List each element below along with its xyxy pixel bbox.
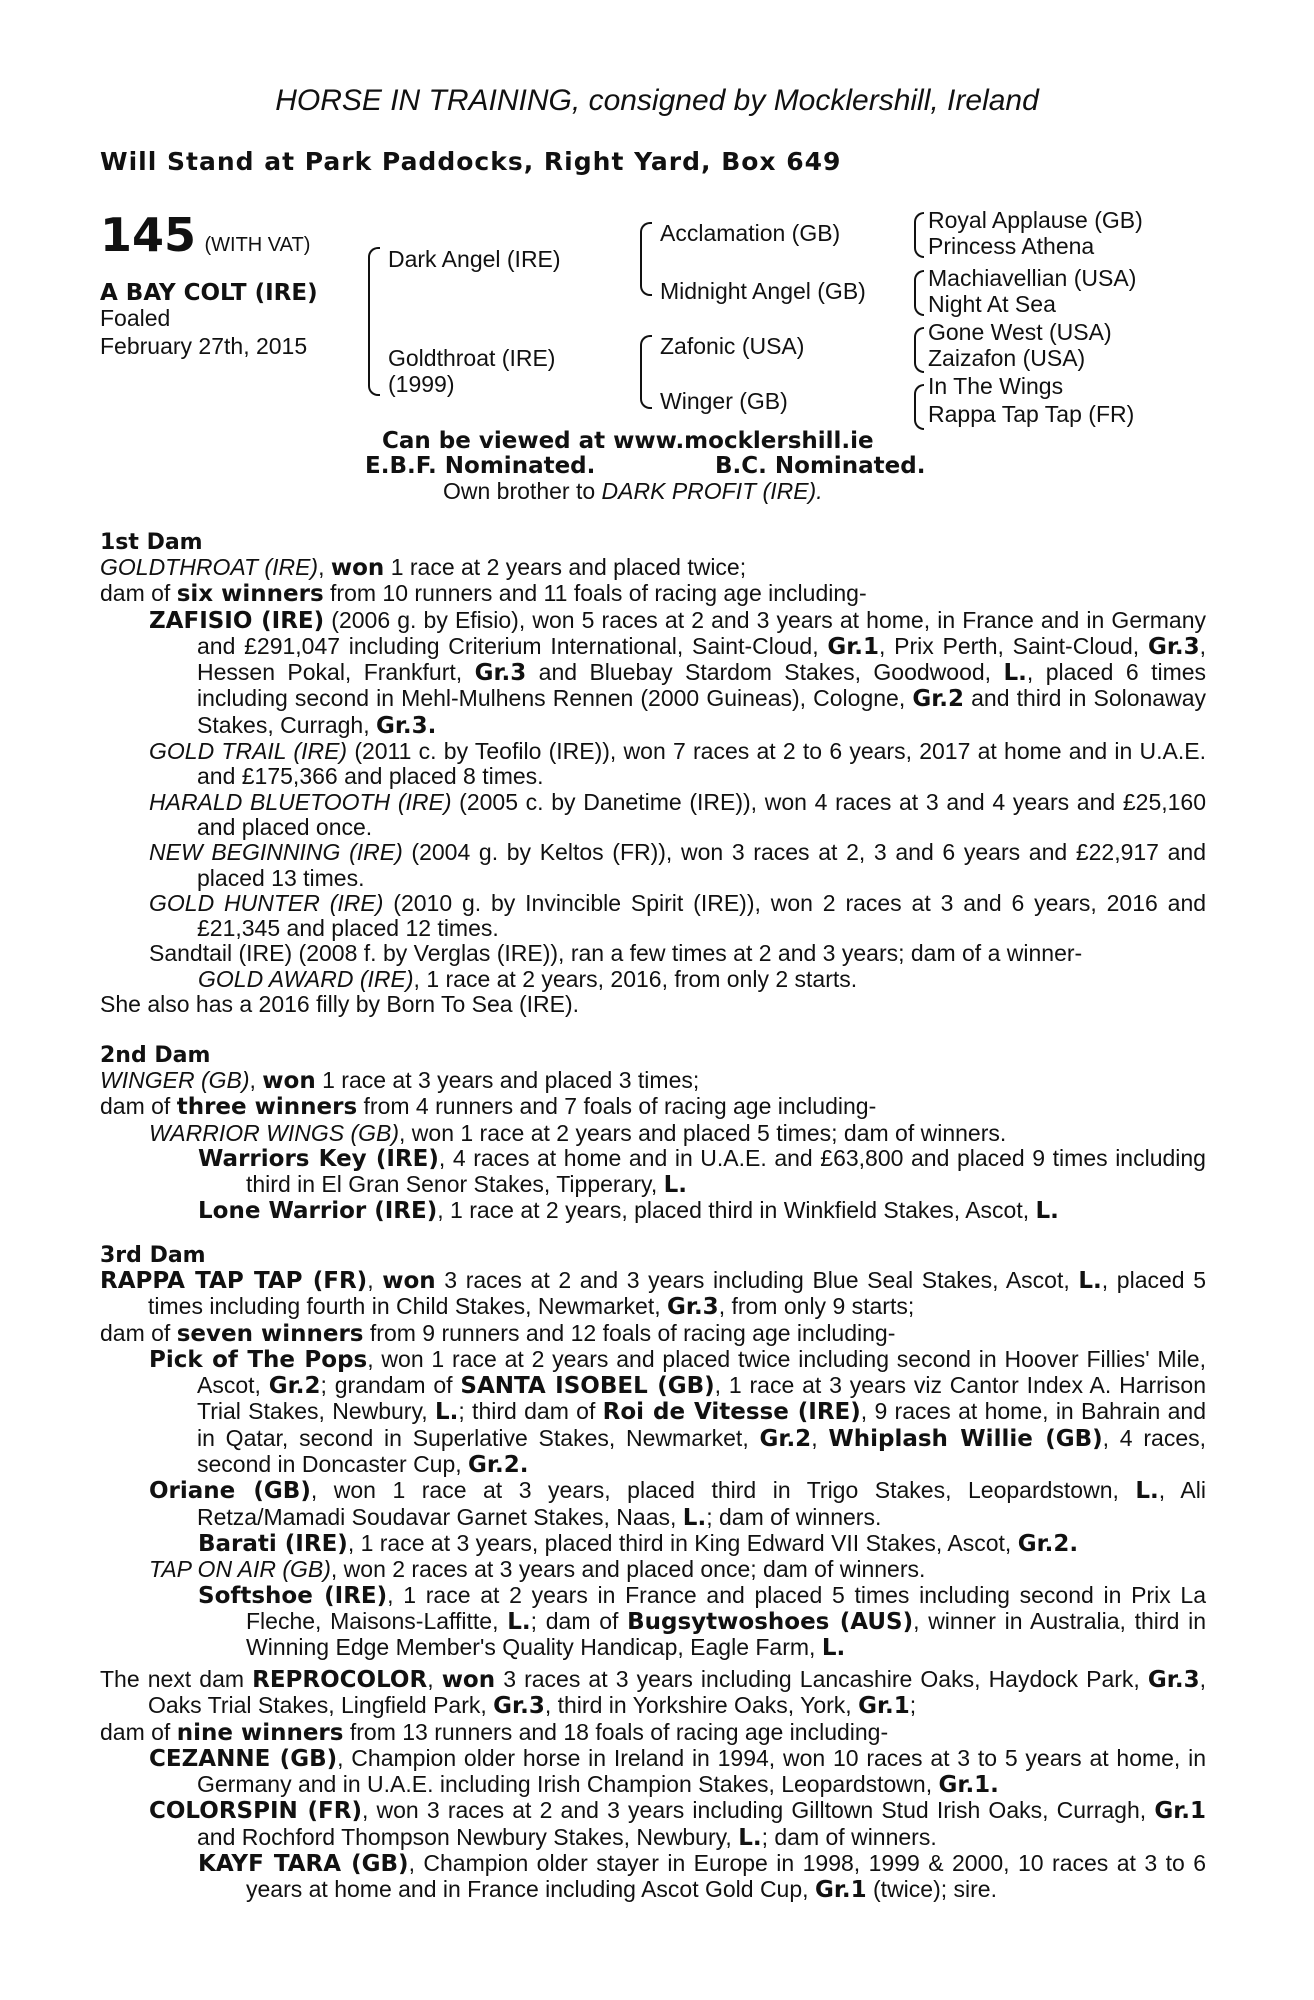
progeny-name: CEZANNE (GB) [149,1745,338,1772]
progeny-tap-on-air [100,1557,1206,1582]
grade-label: Gr.2. [468,1452,529,1479]
progeny-name: SANTA ISOBEL (GB) [460,1373,715,1400]
progeny-harald [100,790,1206,841]
filly-note: She also has a 2016 filly by Born To Sea (IRE). [100,991,580,1018]
progeny-gold-hunter [100,891,1206,942]
pedigree-bracket-main [368,247,380,396]
progeny-text: , won 1 race at 2 years and placed 5 times; dam of winners. [399,1119,1007,1146]
progeny-name: GOLD AWARD (IRE) [198,965,414,992]
progeny-name: TAP ON AIR (GB) [149,1556,331,1583]
stand-location: Will Stand at Park Paddocks, Right Yard, Box 649 [100,147,842,176]
grade-label: Gr.2. [1017,1530,1079,1557]
winners-count: six winners [176,581,324,608]
progeny-colorspin [100,1798,1206,1851]
progeny-text: (twice); sire. [873,1876,997,1903]
progeny-pick-of-the-pops: Pick of The Pops, won 1 race at 2 years and placed twice including second in Hoover Fillies' Mile, Ascot, Gr.2; grandam of SANTA ISOBEL (GB), 1 race at 3 years viz Cantor Index A. Harrison Trial Stakes, Newbury, L.; third dam of Roi de Vitesse (IRE), 9 races at home, in Bahrain and in Qatar, second in Superlative Stakes, Newmarket, Gr.2, Whiplash Willie (GB), 4 races, second in Doncaster Cup, Gr.2. [149,1345,1207,1479]
vat-label: (WITH VAT) [204,234,311,256]
dam-record: placed 5 times including fourth in Child Stakes, Newmarket, [148,1267,1206,1320]
progeny-text: , Prix Perth, Saint-Cloud, [879,632,1140,659]
progeny-text: , placed 6 times including second in Mehl-Mulhens Rennen (2000 Guineas), Cologne, [197,659,1207,712]
progeny-text: Sandtail (IRE) (2008 f. by Verglas (IRE)), ran a few times at 2 and 3 years; dam of a winner- [149,940,1083,967]
listed-label: L. [1135,1478,1159,1505]
foaled-date: February 27th, 2015 [100,333,308,359]
pedigree-ggp-2: Princess Athena [928,233,1095,259]
pedigree-ggp-7: In The Wings [928,373,1064,399]
progeny-softshoe [100,1583,1206,1662]
progeny-text: (2004 g. by Keltos (FR)), won 3 races at 2, 3 and 6 years and £22,917 and placed 13 times. [197,839,1207,891]
pedigree-sire: Dark Angel (IRE) [388,246,561,272]
progeny-name: KAYF TARA (GB) [198,1851,409,1878]
progeny-text: ; third dam of [458,1398,596,1425]
pedigree-bracket-g2 [914,270,924,316]
pedigree-sire-sire: Acclamation (GB) [660,220,841,246]
progeny-text: , 1 race at 3 years, placed third in King Edward VII Stakes, Ascot, [347,1529,1012,1556]
dam-record: 1 race at 3 years and placed 3 times; [322,1067,700,1093]
dam-name: GOLDTHROAT (IRE) [100,554,319,580]
progeny-text: , 1 race at 3 years viz Cantor Index A. Harrison Trial Stakes, Newbury, [197,1372,1207,1425]
winners-count: three winners [176,1094,358,1121]
website-note: Can be viewed at www.mocklershill.ie [382,428,874,454]
progeny-name: COLORSPIN (FR) [149,1798,362,1825]
progeny-name: Lone Warrior (IRE) [198,1198,438,1225]
progeny-text: , 4 races, second in Doncaster Cup, [197,1424,1207,1478]
progeny-warriors-key [100,1146,1206,1199]
pedigree-bracket-g4 [914,384,924,430]
progeny-text: , won 3 races at 2 and 3 years including Gilltown Stud Irish Oaks, Curragh, [361,1797,1147,1824]
third-dam-heading: 3rd Dam [100,1243,206,1268]
progeny-text: , Hessen Pokal, Frankfurt, [197,632,1207,686]
progeny-text: ; dam of winners. [706,1503,882,1530]
progeny-text: , 1 race at 2 years in France and placed 5 times including second in Prix La Fleche, Maisons-Laffitte, [246,1581,1206,1634]
first-dam-line1: GOLDTHROAT (IRE), won 1 race at 2 years and placed twice; [100,554,747,581]
pedigree-ggp-8: Rappa Tap Tap (FR) [928,401,1135,427]
brother-note [443,478,823,505]
grade-label: Gr.3 [493,1693,545,1720]
listed-label: L. [663,1172,688,1199]
third-dam-line2 [100,1321,1206,1347]
pedigree-dam-sire: Zafonic (USA) [660,333,805,359]
progeny-name: NEW BEGINNING (IRE) [149,839,403,866]
brother-prefix: Own brother to [443,478,596,504]
lot-number-row [100,208,310,262]
pedigree-bracket-dam [640,335,652,409]
pedigree-ggp-1: Royal Applause (GB) [928,207,1143,233]
dam-record: , from only 9 starts; [718,1293,915,1320]
third-dam-section [100,1243,1206,1661]
ebf-note: E.B.F. Nominated. [365,453,596,479]
dam-record: 1 race at 2 years and placed twice; [390,554,747,580]
next-dam-section [100,1667,1206,1904]
first-dam-heading: 1st Dam [100,530,203,555]
listed-label: L. [682,1504,707,1531]
listed-label: L. [1003,660,1027,687]
progeny-gold-trail [100,739,1206,790]
progeny-text: , Champion older stayer in Europe in 1998, 1999 & 2000, 10 races at 3 to 6 years at home and in France including Ascot Gold Cup, [246,1850,1206,1903]
grade-label: Gr.3 [1147,1667,1200,1693]
lot-description: A BAY COLT (IRE) [100,280,318,306]
grade-label: Gr.1 [858,1693,910,1720]
progeny-text: and Bluebay Stardom Stakes, Goodwood, [538,659,992,686]
progeny-text: , 4 races at home and in U.A.E. and £63,800 and placed 9 times including third in El Gran Senor Stakes, Tipperary, [246,1144,1206,1198]
second-dam-line2 [100,1094,1206,1120]
winners-count: seven winners [176,1320,364,1347]
grade-label: Gr.1 [827,633,880,660]
progeny-text: (2011 c. by Teofilo (IRE)), won 7 races at 2 to 6 years, 2017 at home and in U.A.E. and £175,366 and placed 8 times. [197,738,1206,790]
progeny-text: , won 1 race at 2 years and placed twice including second in Hoover Fillies' Mile, Ascot, [197,1345,1206,1399]
dam-of-label: dam of [100,1319,171,1346]
progeny-text: , Champion older horse in Ireland in 1994, won 10 races at 3 to 5 years at home, in Germany and in U.A.E. including Irish Champion Stakes, Leopardstown, [197,1744,1207,1798]
dam-record: , third in Yorkshire Oaks, York, [544,1692,852,1719]
progeny-text: , won 1 race at 3 years, placed third in Trigo Stakes, Leopardstown, [310,1477,1119,1504]
progeny-name: ZAFISIO (IRE) [149,607,325,634]
pedigree-dam-year: (1999) [388,371,455,397]
dam-record: 3 races at 3 years including Lancashire Oaks, Haydock Park, [503,1666,1140,1692]
won-label: won [441,1667,496,1693]
progeny-text: and third in Solonaway Stakes, Curragh, [197,685,1206,738]
listed-label: L. [1078,1268,1102,1294]
pedigree-ggp-5: Gone West (USA) [928,319,1112,345]
progeny-text: ; grandam of [320,1372,453,1399]
progeny-text: (2006 g. by Efisio), won 5 races at 2 and 3 years at home, in France and in Germany and £291,047 including Criterium International, Saint-Cloud, [197,606,1207,659]
grade-label: Gr.2 [912,686,965,713]
dam-of-label: dam of [100,580,171,607]
progeny-text: , 9 races at home, in Bahrain and in Qatar, second in Superlative Stakes, Newmarket, [197,1398,1206,1451]
progeny-name: HARALD BLUETOOTH (IRE) [149,788,452,815]
listed-label: L. [821,1635,846,1662]
progeny-text: (2005 c. by Danetime (IRE)), won 4 races at 3 and 4 years and £25,160 and placed once. [197,788,1206,840]
grade-label: Gr.3 [474,660,527,687]
pedigree-ggp-3: Machiavellian (USA) [928,265,1137,291]
pedigree-bracket-sire [640,222,652,296]
progeny-warrior-wings [100,1121,1206,1146]
winners-count: nine winners [176,1719,344,1746]
listed-label: L. [1035,1198,1059,1225]
pedigree-dam-dam: Winger (GB) [660,388,788,414]
progeny-name: Pick of The Pops [149,1346,368,1373]
progeny-zafisio [100,608,1206,739]
second-dam-heading: 2nd Dam [100,1043,211,1068]
pedigree-dam: Goldthroat (IRE) [388,345,556,371]
grade-label: Gr.1 [1154,1798,1207,1825]
first-dam-line2 [100,581,1206,607]
progeny-name: Oriane (GB) [149,1478,311,1505]
progeny-new-beginning [100,840,1206,891]
progeny-sandtail [100,941,1206,966]
progeny-text: and Rochford Thompson Newbury Stakes, Newbury, [197,1823,732,1850]
grade-label: Gr.2 [759,1425,812,1452]
next-dam-prefix: The next dam [100,1666,245,1692]
progeny-name: GOLD TRAIL (IRE) [149,738,348,765]
dam-of-label: dam of [100,1093,171,1120]
runners-text: from 4 runners and 7 foals of racing age including- [363,1093,877,1120]
pedigree-ggp-4: Night At Sea [928,291,1056,317]
progeny-name: Barati (IRE) [198,1530,348,1557]
progeny-name: Warriors Key (IRE) [198,1145,439,1172]
pedigree-sire-dam: Midnight Angel (GB) [660,278,866,304]
second-dam-section [100,1043,1206,1225]
progeny-kayf-tara [100,1851,1206,1904]
runners-text: from 13 runners and 18 foals of racing age including- [349,1718,889,1745]
dam-of-label: dam of [100,1718,171,1745]
progeny-text: , winner in Australia, third in Winning Edge Member's Quality Handicap, Eagle Farm, [246,1607,1206,1661]
progeny-name: GOLD HUNTER (IRE) [149,889,384,916]
listed-label: L. [434,1399,459,1426]
progeny-gold-award [100,967,1206,992]
progeny-text: (2010 g. by Invincible Spirit (IRE)), won 2 races at 3 and 6 years, 2016 and £21,345 and placed 12 times. [197,889,1207,942]
dam-name: WINGER (GB) [100,1067,250,1093]
progeny-lone-warrior [100,1198,1206,1224]
pedigree-ggp-6: Zaizafon (USA) [928,345,1086,371]
dam-name: RAPPA TAP TAP (FR) [100,1268,368,1294]
next-dam-line1: The next dam REPROCOLOR, won 3 races at 3 years including Lancashire Oaks, Haydock Park, Gr.3, Oaks Trial Stakes, Lingfield Park, Gr.3, third in Yorkshire Oaks, York, Gr.1; [100,1666,1206,1720]
grade-label: Gr.3 [1147,633,1200,660]
progeny-name: Whiplash Willie (GB) [828,1425,1103,1452]
progeny-text: ; dam of [530,1607,619,1634]
progeny-text: , 1 race at 2 years, 2016, from only 2 starts. [413,965,858,992]
grade-label: Gr.2 [268,1373,321,1400]
dam-name: REPROCOLOR [252,1667,428,1693]
page-title: HORSE IN TRAINING, consigned by Mocklershill, Ireland [275,84,1039,117]
foaled-label: Foaled [100,305,171,331]
listed-label: L. [507,1608,531,1635]
brother-name: DARK PROFIT (IRE). [601,478,823,504]
grade-label: Gr.3 [667,1294,719,1321]
pedigree-bracket-g1 [914,212,924,258]
listed-label: L. [738,1824,762,1851]
next-dam-line2 [100,1720,1206,1746]
pedigree-bracket-g3 [914,327,924,373]
won-label: won [330,555,385,581]
dam-record: , Oaks Trial Stakes, Lingfield Park, [148,1666,1206,1719]
grade-label: Gr.1 [814,1877,867,1904]
progeny-text: , 1 race at 2 years, placed third in Winkfield Stakes, Ascot, [437,1197,1030,1224]
bc-note: B.C. Nominated. [715,453,926,479]
won-label: won [262,1068,316,1094]
won-label: won [382,1268,436,1294]
progeny-text: , Ali Retza/Mamadi Soudavar Garnet Stakes, Naas, [197,1477,1206,1530]
dam-record: 3 races at 2 and 3 years including Blue Seal Stakes, Ascot, [444,1267,1070,1293]
progeny-text: ; dam of winners. [761,1823,937,1850]
runners-text: from 10 runners and 11 foals of racing age including- [330,580,867,607]
progeny-name: Softshoe (IRE) [198,1582,388,1609]
first-dam-section [100,530,1206,1017]
lot-number: 145 [100,208,197,262]
progeny-oriane [100,1478,1206,1531]
grade-label: Gr.3. [375,712,437,739]
progeny-name: WARRIOR WINGS (GB) [149,1119,400,1146]
progeny-cezanne [100,1746,1206,1799]
progeny-name: Roi de Vitesse (IRE) [602,1399,861,1426]
third-dam-line1: RAPPA TAP TAP (FR), won 3 races at 2 and 3 years including Blue Seal Stakes, Ascot, L., placed 5 times including fourth in Child Stakes, Newmarket, Gr.3, from only 9 starts; [100,1267,1206,1321]
dam-record: ; [909,1692,917,1719]
progeny-name: Bugsytwoshoes (AUS) [627,1608,914,1635]
progeny-text: , won 2 races at 3 years and placed once; dam of winners. [330,1556,926,1583]
progeny-barati [100,1531,1206,1557]
runners-text: from 9 runners and 12 foals of racing age including- [369,1319,896,1346]
grade-label: Gr.1. [938,1772,999,1799]
second-dam-line1: WINGER (GB), won 1 race at 3 years and placed 3 times; [100,1067,700,1094]
